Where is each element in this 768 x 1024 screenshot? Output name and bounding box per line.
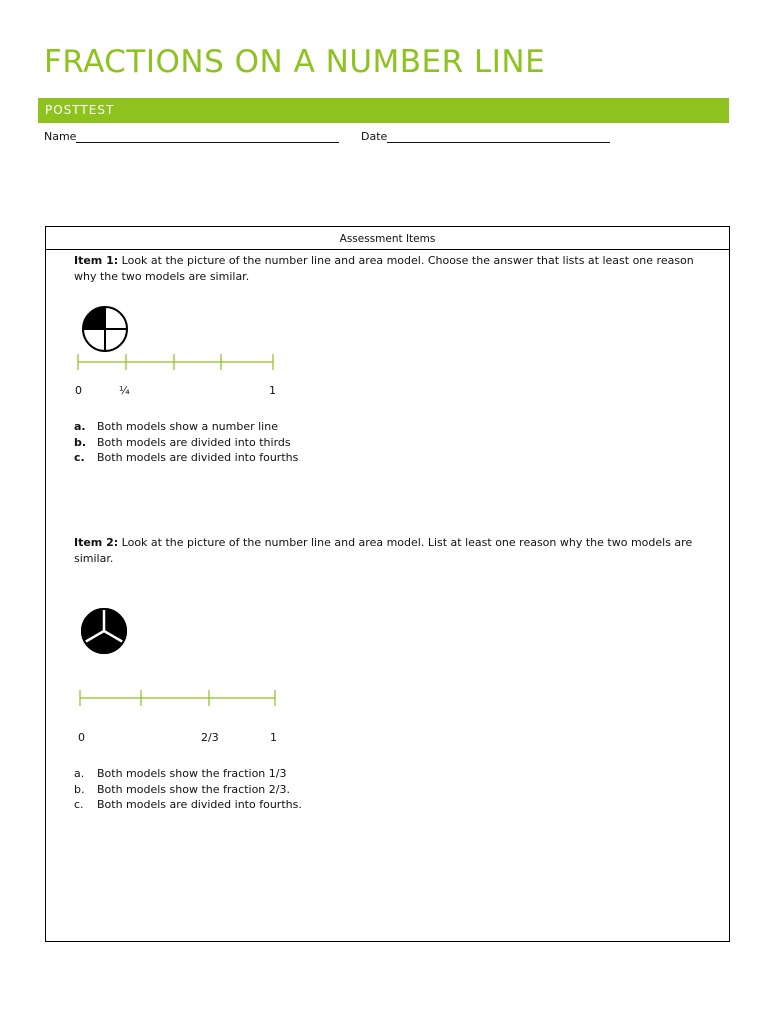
- item1-label-zero: 0: [75, 384, 82, 397]
- item2-label-zero: 0: [78, 731, 85, 744]
- section-label: POSTTEST: [45, 103, 115, 117]
- quarter-circle-model: [80, 304, 130, 354]
- item1-option-b[interactable]: b. Both models are divided into thirds: [74, 435, 291, 449]
- item2-text: Look at the picture of the number line and area model. List at least one reason why the two models are similar.: [74, 536, 693, 565]
- item1-text: Look at the picture of the number line and area model. Choose the answer that lists at least one reason why the two models are similar.: [74, 254, 694, 283]
- assessment-table: [45, 226, 730, 942]
- item2-label: Item 2:: [74, 536, 119, 549]
- item2-options: [74, 766, 302, 813]
- item1-options: [74, 419, 298, 466]
- item2-label-one: 1: [270, 731, 277, 744]
- section-band: [38, 98, 729, 123]
- name-field[interactable]: [44, 130, 339, 143]
- item1-label: Item 1:: [74, 254, 119, 267]
- item2-option-c[interactable]: c. Both models are divided into fourths.: [74, 798, 302, 811]
- item1-label-one: 1: [269, 384, 276, 397]
- number-line-thirds: [76, 688, 280, 710]
- date-field[interactable]: [361, 130, 610, 143]
- item1-option-c[interactable]: c. Both models are divided into fourths: [74, 451, 299, 464]
- item2-label-two-thirds: 2/3: [201, 731, 219, 744]
- item2-option-a[interactable]: a. Both models show the fraction 1/3: [74, 767, 287, 780]
- item1-question: [74, 253, 714, 285]
- item1-label-quarter: ¼: [119, 384, 130, 397]
- name-line: [76, 130, 339, 143]
- item2-option-b[interactable]: b. Both models show the fraction 2/3.: [74, 782, 290, 796]
- date-line: [387, 130, 610, 143]
- page-title: FRACTIONS ON A NUMBER LINE: [44, 44, 546, 80]
- item1-option-a[interactable]: a. Both models show a number line: [74, 420, 278, 433]
- name-label: Name: [44, 130, 77, 143]
- number-line-fourths: [74, 352, 278, 374]
- date-label: Date: [361, 130, 388, 143]
- thirds-circle-model: [79, 606, 129, 656]
- item2-question: [74, 535, 714, 567]
- table-header: Assessment Items: [46, 227, 729, 250]
